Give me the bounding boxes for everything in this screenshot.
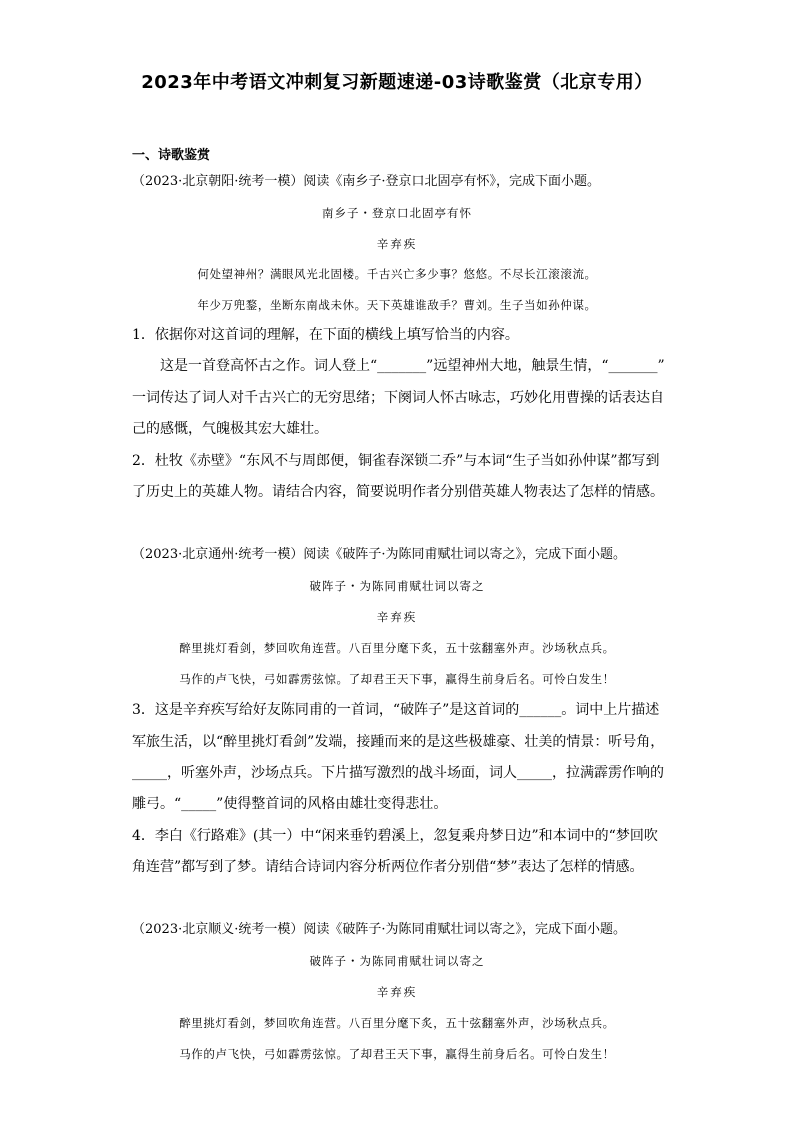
block1-poem-line-2: 年少万兜鍪，坐断东南战未休。天下英雄谁敌手？曹刘。生子当如孙仲谋。	[197, 298, 597, 312]
block3-poem-title: 破阵子・为陈同甫赋壮词以寄之	[309, 954, 485, 968]
question-3-text-3: 雕弓。“_____”使得整首词的风格由雄壮变得悲壮。	[132, 796, 448, 812]
document-title: 2023年中考语文冲刺复习新题速递-03诗歌鉴赏（北京专用）	[141, 72, 653, 93]
question-1-text-2: 一词传达了词人对千古兴亡的无穷思绪；下阕词人怀古咏志，巧妙化用曹操的话表达自	[132, 390, 664, 406]
block1-poem-title: 南乡子・登京口北固亭有怀	[322, 206, 472, 220]
question-4-text-1: 角连营”都写到了梦。请结合诗词内容分析两位作者分别借“梦”表达了怎样的情感。	[132, 859, 644, 875]
question-3: 3．这是辛弃疾写给好友陈同甫的一首词，“破阵子”是这首词的______。词中上片描述	[132, 702, 660, 718]
question-1: 1．依据你对这首词的理解，在下面的横线上填写恰当的内容。	[132, 327, 519, 343]
block1-poem-line-1: 何处望神州？满眼风光北固楼。千古兴亡多少事？悠悠。不尽长江滚滚流。	[197, 267, 597, 281]
question-4: 4．李白《行路难》(其一）中“闲来垂钓碧溪上，忽复乘舟梦日边”和本词中的“梦回吹	[132, 828, 658, 844]
section-heading: 一、诗歌鉴赏	[132, 148, 211, 163]
question-3-text-2: _____，听塞外声，沙场点兵。下片描写激烈的战斗场面，词人_____，拉满霹雳作响的	[132, 765, 664, 781]
question-1-text-3: 己的感慨，气魄极其宏大雄壮。	[132, 421, 328, 437]
block3-poem-line-1: 醉里挑灯看剑，梦回吹角连营。八百里分麾下炙，五十弦翻塞外声，沙场秋点兵。	[179, 1016, 615, 1030]
block1-source: （2023·北京朝阳·统考一模）阅读《南乡子·登京口北固亭有怀》，完成下面小题。	[132, 174, 600, 189]
block2-poem-line-1: 醉里挑灯看剑，梦回吹角连营。八百里分麾下炙，五十弦翻塞外声。沙场秋点兵。	[179, 641, 615, 655]
question-2: 2．杜牧《赤壁》“东风不与周郎便，铜雀春深锁二乔”与本词“生子当如孙仲谋”都写到	[132, 453, 660, 469]
block2-poem-author: 辛弃疾	[376, 610, 418, 624]
block2-poem-line-2: 马作的卢飞快，弓如霹雳弦惊。了却君王天下事，赢得生前身后名。可怜白发生！	[179, 672, 615, 686]
question-1-text-1: 这是一首登高怀古之作。词人登上“_______”远望神州大地，触景生情，“_______”	[160, 358, 665, 374]
question-2-text-1: 了历史上的英雄人物。请结合内容，简要说明作者分别借英雄人物表达了怎样的情感。	[132, 484, 664, 500]
block3-poem-author: 辛弃疾	[376, 985, 418, 999]
block2-source: （2023·北京通州·统考一模）阅读《破阵子·为陈同甫赋壮词以寄之》，完成下面小题。	[132, 547, 626, 562]
block3-poem-line-2: 马作的卢飞快，弓如霹雳弦惊。了却君王天下事，赢得生前身后名。可怜白发生！	[179, 1047, 615, 1061]
block2-poem-title: 破阵子・为陈同甫赋壮词以寄之	[309, 579, 485, 593]
block3-source: （2023·北京顺义·统考一模）阅读《破阵子·为陈同甫赋壮词以寄之》，完成下面小题。	[132, 922, 626, 937]
block1-poem-author: 辛弃疾	[376, 237, 418, 251]
question-3-text-1: 军旅生活，以“醉里挑灯看剑”发端，接踵而来的是这些极雄豪、壮美的情景：听号角，	[132, 734, 665, 750]
